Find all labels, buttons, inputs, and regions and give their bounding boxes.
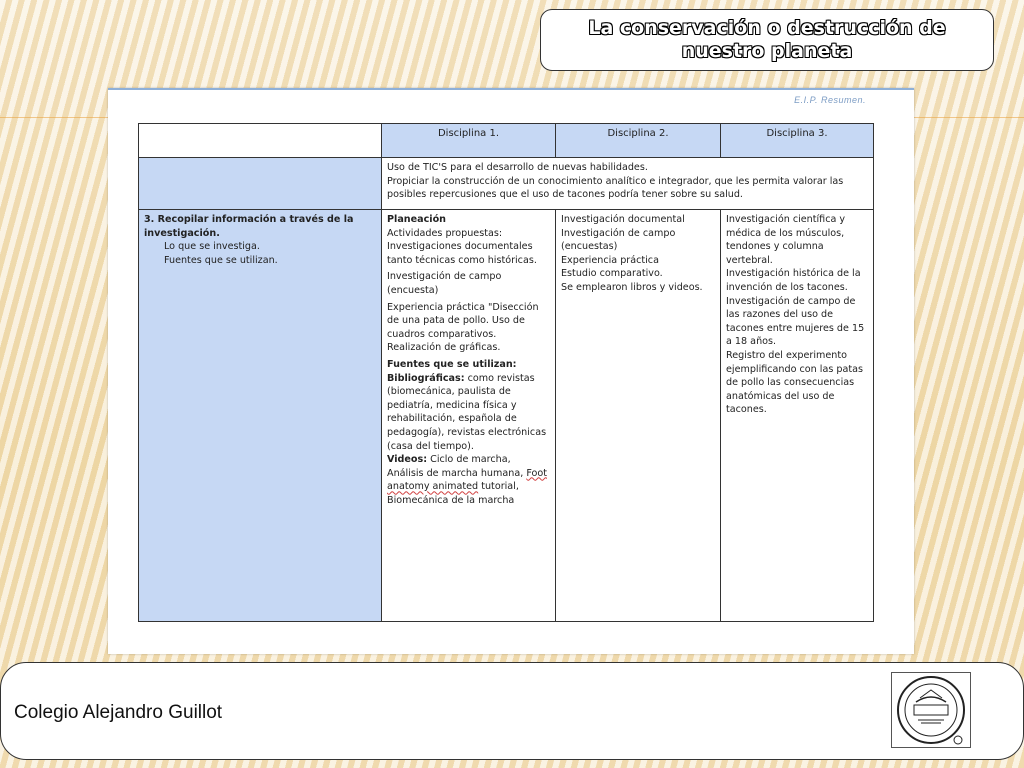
row3-label-cell xyxy=(139,210,382,622)
row3-disciplina-1-cell xyxy=(382,210,556,622)
d1-videos xyxy=(387,453,550,507)
document-top-rule xyxy=(108,88,914,90)
d2-item: Investigación de campo (encuestas) xyxy=(561,227,676,253)
header-disciplina-1: Disciplina 1. xyxy=(382,124,556,158)
d1-inv-doc: Investigaciones documentales tanto técnicas como históricas. xyxy=(387,241,537,266)
seal-icon xyxy=(894,674,968,746)
d1-fuentes-heading: Fuentes que se utilizan: xyxy=(387,358,517,370)
d1-biblio-text: como revistas (biomecánica, paulista de pediatría, medicina física y rehabilitación, española de pedagogía), revistas electrónicas (casa del tiempo). xyxy=(387,372,547,452)
d1-inv-campo: Investigación de campo (encuesta) xyxy=(387,271,502,296)
row3-disciplina-3-cell xyxy=(721,210,874,622)
school-seal-logo xyxy=(891,672,971,748)
objective-line-1: Uso de TIC'S para el desarrollo de nuevas habilidades. xyxy=(387,162,648,173)
objective-line-2: Propiciar la construcción de un conocimiento analítico e integrador, que les permita valorar las posibles repercusiones que el uso de tacones podría tener sobre su salud. xyxy=(387,175,844,201)
d3-item: Investigación de campo de las razones del uso de tacones entre mujeres de 15 a 18 años. xyxy=(726,295,865,348)
d1-activities: Actividades propuestas: xyxy=(387,227,503,239)
footer-school-name: Colegio Alejandro Guillot xyxy=(14,702,223,723)
slide-title-box xyxy=(540,9,994,71)
row2-label-cell xyxy=(139,158,382,210)
d1-videos-link: Foot anatomy animated xyxy=(387,467,547,493)
planning-table xyxy=(138,123,874,622)
document-image xyxy=(108,88,914,654)
d1-biblio xyxy=(387,372,550,454)
table-row-research xyxy=(139,210,874,622)
d1-videos-label: Videos: xyxy=(387,454,428,466)
header-disciplina-2: Disciplina 2. xyxy=(556,124,721,158)
d2-item: Estudio comparativo. xyxy=(561,268,663,280)
d1-videos-text1: Ciclo de marcha, Análisis de marcha humana, xyxy=(387,454,524,479)
document-header-note: E.I.P. Resumen. xyxy=(794,95,866,105)
table-row-objectives xyxy=(139,158,874,210)
row3-label-sub2: Fuentes que se utilizan. xyxy=(164,254,278,266)
d1-biblio-label: Bibliográficas: xyxy=(387,372,465,384)
header-cell-empty xyxy=(139,124,382,158)
row3-disciplina-2-cell xyxy=(556,210,721,622)
d3-item: Registro del experimento ejemplificando con las patas de pollo las consecuencias anatómicas del uso de tacones. xyxy=(726,349,863,416)
d2-item: Experiencia práctica xyxy=(561,254,659,266)
header-disciplina-3: Disciplina 3. xyxy=(721,124,874,158)
d2-item: Investigación documental xyxy=(561,214,685,225)
row3-label-title: 3. Recopilar información a través de la investigación. xyxy=(144,214,354,239)
d1-heading: Planeación xyxy=(387,214,447,225)
d1-videos-text2: tutorial, Biomecánica de la marcha xyxy=(387,481,519,506)
row2-objectives-cell xyxy=(382,158,874,210)
row3-label-sub1: Lo que se investiga. xyxy=(164,241,260,253)
d1-experiencia: Experiencia práctica "Disección de una pata de pollo. Uso de cuadros comparativos. xyxy=(387,301,539,340)
d3-item: Investigación científica y médica de los músculos, tendones y columna vertebral. xyxy=(726,214,846,266)
d1-graficas: Realización de gráficas. xyxy=(387,342,501,354)
table-header-row xyxy=(139,124,874,158)
d3-item: Investigación histórica de la invención de los tacones. xyxy=(726,268,861,293)
d2-item: Se emplearon libros y videos. xyxy=(561,281,703,293)
slide-title: La conservación o destrucción de nuestro planeta xyxy=(588,17,946,62)
